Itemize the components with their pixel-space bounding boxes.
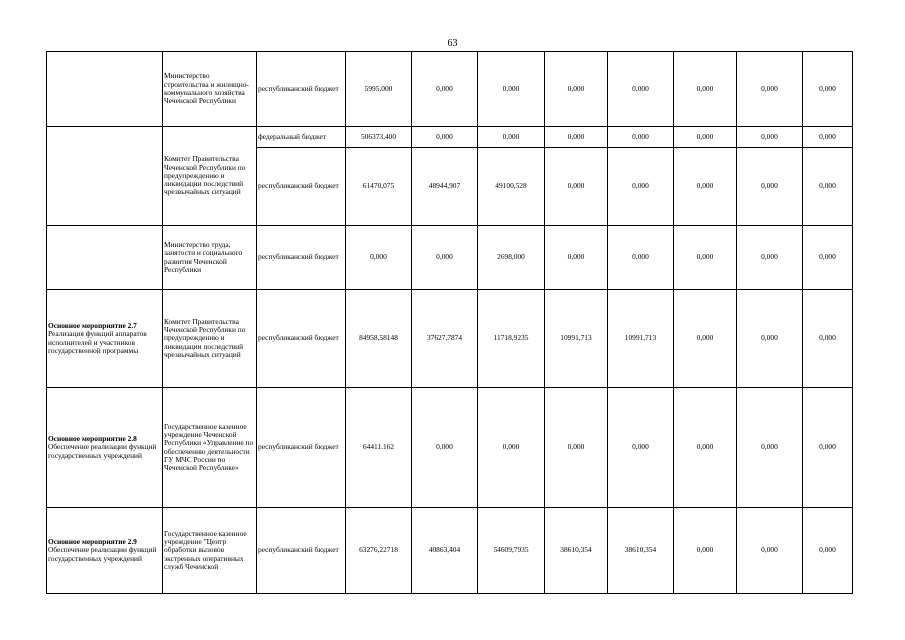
value-cell: 0,000 xyxy=(608,226,674,290)
value-cell: 0,000 xyxy=(545,52,608,127)
event-description: Обеспечение реализации функций государственных учреждений xyxy=(48,442,157,460)
event-cell xyxy=(47,388,163,508)
value-cell: 10991,713 xyxy=(608,290,674,388)
funding-source-cell: республиканский бюджет xyxy=(257,226,346,290)
value-cell: 0,000 xyxy=(478,52,545,127)
value-cell: 0,000 xyxy=(803,508,853,594)
value-cell: 0,000 xyxy=(412,388,478,508)
funding-source-cell: республиканский бюджет xyxy=(257,508,346,594)
value-cell: 0,000 xyxy=(608,148,674,226)
executor-cell: Комитет Правительства Чеченской Республики по предупреждению и ликвидации последствий чрезвычайных ситуаций xyxy=(163,290,257,388)
value-cell: 0,000 xyxy=(737,388,803,508)
value-cell: 49100,528 xyxy=(478,148,545,226)
value-cell: 64411.162 xyxy=(346,388,412,508)
value-cell: 0,000 xyxy=(608,52,674,127)
value-cell: 38610,354 xyxy=(608,508,674,594)
table-row xyxy=(47,127,853,148)
value-cell: 0,000 xyxy=(412,52,478,127)
value-cell: 0,000 xyxy=(346,226,412,290)
value-cell: 0,000 xyxy=(608,388,674,508)
value-cell: 0,000 xyxy=(803,226,853,290)
value-cell: 0,000 xyxy=(674,290,737,388)
table-row xyxy=(47,290,853,388)
executor-cell: Государственное казенное учреждение Чеченской Республики «Управление по обеспечению деятельности ГУ МЧС России по Чеченской Республике» xyxy=(163,388,257,508)
value-cell: 0,000 xyxy=(674,148,737,226)
value-cell: 0,000 xyxy=(674,127,737,148)
value-cell: 0,000 xyxy=(545,127,608,148)
value-cell: 2698,000 xyxy=(478,226,545,290)
funding-source-cell: республиканский бюджет xyxy=(257,290,346,388)
page-number: 63 xyxy=(447,38,458,49)
event-cell xyxy=(47,226,163,290)
value-cell: 0,000 xyxy=(803,127,853,148)
value-cell: 84958,58148 xyxy=(346,290,412,388)
event-title: Основное мероприятие 2.7 xyxy=(48,320,137,330)
value-cell: 0,000 xyxy=(803,388,853,508)
event-cell xyxy=(47,52,163,127)
value-cell: 0,000 xyxy=(737,226,803,290)
value-cell: 61470,075 xyxy=(346,148,412,226)
value-cell: 0,000 xyxy=(478,127,545,148)
value-cell: 40863,404 xyxy=(412,508,478,594)
table-row xyxy=(47,226,853,290)
value-cell: 0,000 xyxy=(412,226,478,290)
value-cell: 0,000 xyxy=(545,388,608,508)
value-cell: 54609,7935 xyxy=(478,508,545,594)
event-title: Основное мероприятие 2.9 xyxy=(48,537,137,547)
value-cell: 48944,907 xyxy=(412,148,478,226)
value-cell: 0,000 xyxy=(545,148,608,226)
value-cell: 10991,713 xyxy=(545,290,608,388)
value-cell: 0,000 xyxy=(412,127,478,148)
value-cell: 0,000 xyxy=(737,508,803,594)
value-cell: 11718,9235 xyxy=(478,290,545,388)
value-cell: 5995,000 xyxy=(346,52,412,127)
table-row xyxy=(47,508,853,594)
executor-cell: Министерство строительства и жилищно-коммунального хозяйства Чеченской Республики xyxy=(163,52,257,127)
event-description: Обеспечение реализации функций государственных учреждений xyxy=(48,545,157,563)
event-cell xyxy=(47,508,163,594)
event-cell xyxy=(47,127,163,226)
funding-source-cell: республиканский бюджет xyxy=(257,148,346,226)
value-cell: 0,000 xyxy=(674,226,737,290)
value-cell: 0,000 xyxy=(737,52,803,127)
value-cell: 0,000 xyxy=(478,388,545,508)
value-cell: 0,000 xyxy=(545,226,608,290)
budget-table xyxy=(46,51,853,594)
funding-source-cell: республиканский бюджет xyxy=(257,52,346,127)
value-cell: 0,000 xyxy=(803,52,853,127)
value-cell: 0,000 xyxy=(674,388,737,508)
value-cell: 0,000 xyxy=(803,290,853,388)
value-cell: 506373,400 xyxy=(346,127,412,148)
value-cell: 63276,22718 xyxy=(346,508,412,594)
funding-source-cell: республиканский бюджет xyxy=(257,388,346,508)
value-cell: 0,000 xyxy=(608,127,674,148)
table-row xyxy=(47,388,853,508)
event-title: Основное мероприятие 2.8 xyxy=(48,434,137,444)
value-cell: 37627,7874 xyxy=(412,290,478,388)
value-cell: 0,000 xyxy=(737,148,803,226)
executor-cell: Государственное казенное учреждение "Центр обработки вызовов экстренных оперативных служб Чеченской xyxy=(163,508,257,594)
value-cell: 0,000 xyxy=(674,52,737,127)
event-description: Реализация функций аппаратов исполнителей и участников государственной программы xyxy=(48,329,147,355)
value-cell: 38610,354 xyxy=(545,508,608,594)
event-cell xyxy=(47,290,163,388)
value-cell: 0,000 xyxy=(737,127,803,148)
value-cell: 0,000 xyxy=(737,290,803,388)
executor-cell: Комитет Правительства Чеченской Республики по предупреждению и ликвидации последствий чрезвычайных ситуаций xyxy=(163,127,257,226)
value-cell: 0,000 xyxy=(803,148,853,226)
table-row xyxy=(47,52,853,127)
funding-source-cell: федеральный бюджет xyxy=(257,127,346,148)
value-cell: 0,000 xyxy=(674,508,737,594)
executor-cell: Министерство труда, занятости и социального развития Чеченской Республики xyxy=(163,226,257,290)
